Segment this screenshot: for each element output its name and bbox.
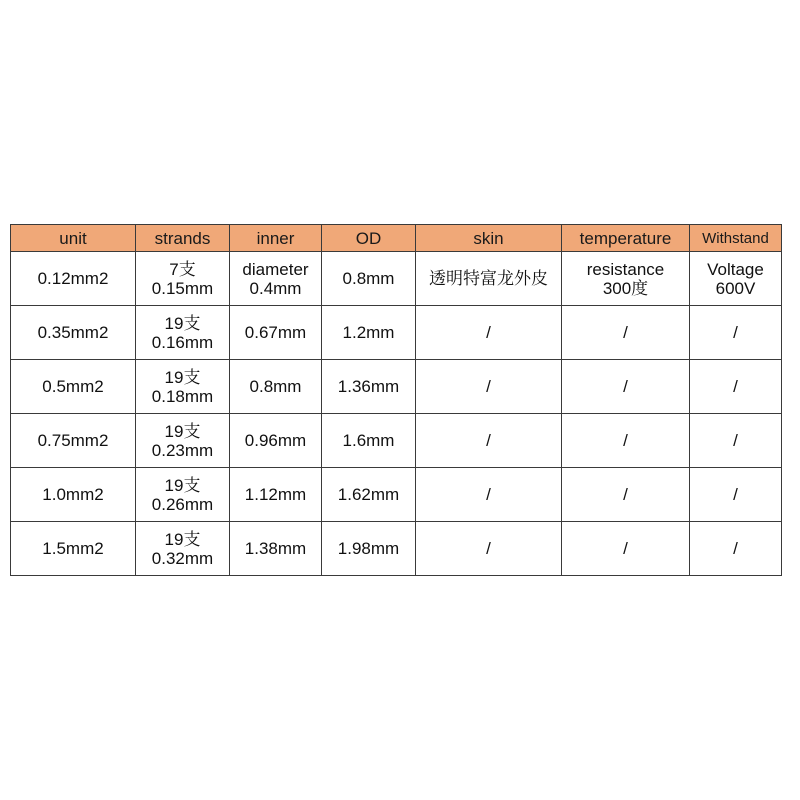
cell-od: 1.6mm <box>322 414 416 468</box>
cell-voltage: / <box>690 306 782 360</box>
table-row <box>11 360 782 414</box>
cell-inner: 0.67mm <box>230 306 322 360</box>
cell-temperature <box>562 252 690 306</box>
cell-od: 1.98mm <box>322 522 416 576</box>
strand-size: 0.26mm <box>151 494 214 514</box>
cell-skin: 透明特富龙外皮 <box>416 252 562 306</box>
cell-inner: 0.96mm <box>230 414 322 468</box>
strand-count: 7支 <box>169 259 196 279</box>
cell-voltage: / <box>690 468 782 522</box>
header-strands: strands <box>136 225 230 252</box>
cell-unit: 1.0mm2 <box>11 468 136 522</box>
cell-temperature: / <box>562 360 690 414</box>
cell-unit: 1.5mm2 <box>11 522 136 576</box>
strand-size: 0.32mm <box>151 548 214 568</box>
voltage-label: Voltage <box>707 259 764 279</box>
cell-strands <box>136 360 230 414</box>
cell-voltage <box>690 252 782 306</box>
temperature-label: resistance <box>586 259 665 279</box>
cell-strands <box>136 306 230 360</box>
table-row <box>11 414 782 468</box>
cell-inner: 0.8mm <box>230 360 322 414</box>
cell-unit: 0.12mm2 <box>11 252 136 306</box>
cell-od: 1.2mm <box>322 306 416 360</box>
header-skin: skin <box>416 225 562 252</box>
strand-count: 19支 <box>164 529 201 549</box>
strand-size: 0.16mm <box>151 332 214 352</box>
cell-inner: 1.38mm <box>230 522 322 576</box>
voltage-value: 600V <box>715 278 756 298</box>
strand-count: 19支 <box>164 313 201 333</box>
cell-od: 1.36mm <box>322 360 416 414</box>
cell-skin: / <box>416 414 562 468</box>
strand-size: 0.23mm <box>151 440 214 460</box>
cell-strands <box>136 414 230 468</box>
cell-voltage: / <box>690 414 782 468</box>
strand-size: 0.15mm <box>151 278 214 298</box>
strand-count: 19支 <box>164 475 201 495</box>
table-row <box>11 306 782 360</box>
inner-label: diameter <box>242 259 309 279</box>
cell-unit: 0.75mm2 <box>11 414 136 468</box>
header-withstand: Withstand <box>690 225 782 252</box>
header-unit: unit <box>11 225 136 252</box>
cell-strands <box>136 468 230 522</box>
inner-value: 0.4mm <box>249 278 302 298</box>
cell-skin: / <box>416 306 562 360</box>
cell-unit: 0.5mm2 <box>11 360 136 414</box>
cell-temperature: / <box>562 522 690 576</box>
cell-strands <box>136 522 230 576</box>
cell-temperature: / <box>562 468 690 522</box>
header-od: OD <box>322 225 416 252</box>
table-row <box>11 468 782 522</box>
table-header-row <box>11 225 782 252</box>
temperature-value: 300度 <box>602 278 649 298</box>
cell-skin: / <box>416 360 562 414</box>
cell-skin: / <box>416 468 562 522</box>
table-row <box>11 252 782 306</box>
cell-strands <box>136 252 230 306</box>
cell-unit: 0.35mm2 <box>11 306 136 360</box>
strand-count: 19支 <box>164 421 201 441</box>
header-inner: inner <box>230 225 322 252</box>
cell-od: 0.8mm <box>322 252 416 306</box>
cell-temperature: / <box>562 306 690 360</box>
table-row <box>11 522 782 576</box>
cell-voltage: / <box>690 522 782 576</box>
cell-od: 1.62mm <box>322 468 416 522</box>
cell-voltage: / <box>690 360 782 414</box>
cell-temperature: / <box>562 414 690 468</box>
cell-skin: / <box>416 522 562 576</box>
strand-size: 0.18mm <box>151 386 214 406</box>
header-temperature: temperature <box>562 225 690 252</box>
wire-spec-table <box>10 224 782 576</box>
cell-inner <box>230 252 322 306</box>
cell-inner: 1.12mm <box>230 468 322 522</box>
strand-count: 19支 <box>164 367 201 387</box>
